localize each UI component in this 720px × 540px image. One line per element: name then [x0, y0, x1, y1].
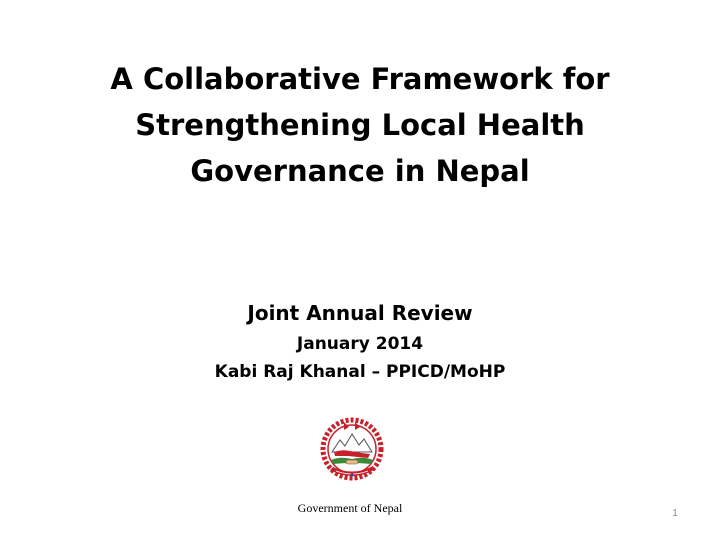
title-line-2: Strengthening Local Health [135, 108, 585, 142]
slide-subtitle [60, 298, 660, 385]
slide-title [60, 56, 660, 194]
event-date: January 2014 [296, 334, 424, 354]
title-line-3: Governance in Nepal [190, 154, 530, 188]
title-line-1: A Collaborative Framework for [110, 62, 610, 96]
event-name: Joint Annual Review [247, 301, 473, 325]
nepal-emblem-icon [318, 416, 386, 482]
presenter: Kabi Raj Khanal – PPICD/MoHP [214, 362, 506, 382]
footer-text: Government of Nepal [297, 501, 403, 515]
page-number: 1 [672, 508, 678, 519]
